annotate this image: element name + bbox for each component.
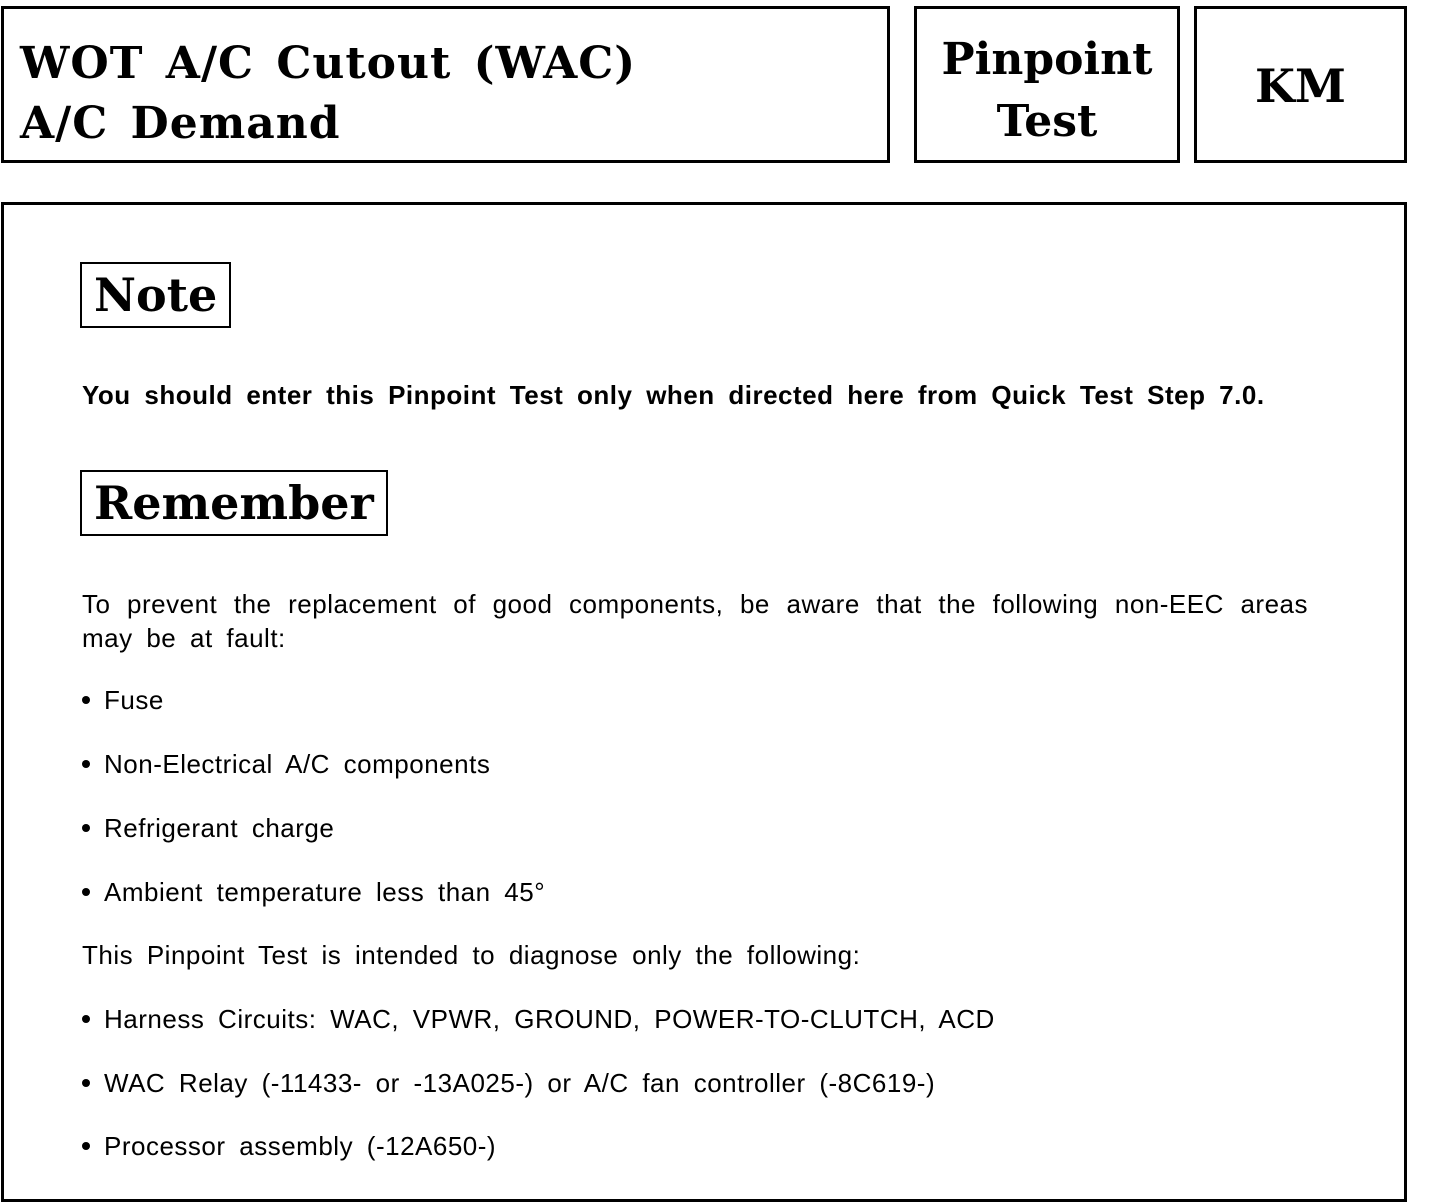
remember-intro: To prevent the replacement of good components, be aware that the following non-EEC areas may be at fault: [82,589,1308,653]
note-text: You should enter this Pinpoint Test only when directed here from Quick Test Step 7.0. [82,380,1265,410]
content-panel [1,202,1407,1202]
pinpoint-test-box [914,6,1180,163]
bullet-icon [82,824,90,832]
note-heading: Note [80,262,231,328]
test-label: Test [996,96,1098,147]
page-title: WOT A/C Cutout (WAC) [20,38,637,89]
remember-heading: Remember [80,470,388,536]
bullet-icon [82,888,90,896]
list-item: Fuse [82,683,164,717]
bullet-icon [82,696,90,704]
list-item: Ambient temperature less than 45° [82,875,545,909]
diagnose-intro: This Pinpoint Test is intended to diagnose only the following: [82,940,861,970]
bullet-icon [82,1142,90,1150]
bullet-icon [82,760,90,768]
list-item: Harness Circuits: WAC, VPWR, GROUND, POWER-TO-CLUTCH, ACD [82,1002,995,1036]
list-item: Non-Electrical A/C components [82,747,490,781]
bullet-icon [82,1015,90,1023]
list-item: Refrigerant charge [82,811,334,845]
test-code: KM [1255,59,1346,113]
page-subtitle: A/C Demand [20,98,341,149]
pinpoint-label: Pinpoint [941,34,1153,85]
list-item: WAC Relay (-11433- or -13A025-) or A/C fan controller (-8C619-) [82,1066,935,1100]
test-code-box [1194,6,1407,163]
bullet-icon [82,1079,90,1087]
title-box [1,6,890,163]
list-item: Processor assembly (-12A650-) [82,1129,496,1163]
